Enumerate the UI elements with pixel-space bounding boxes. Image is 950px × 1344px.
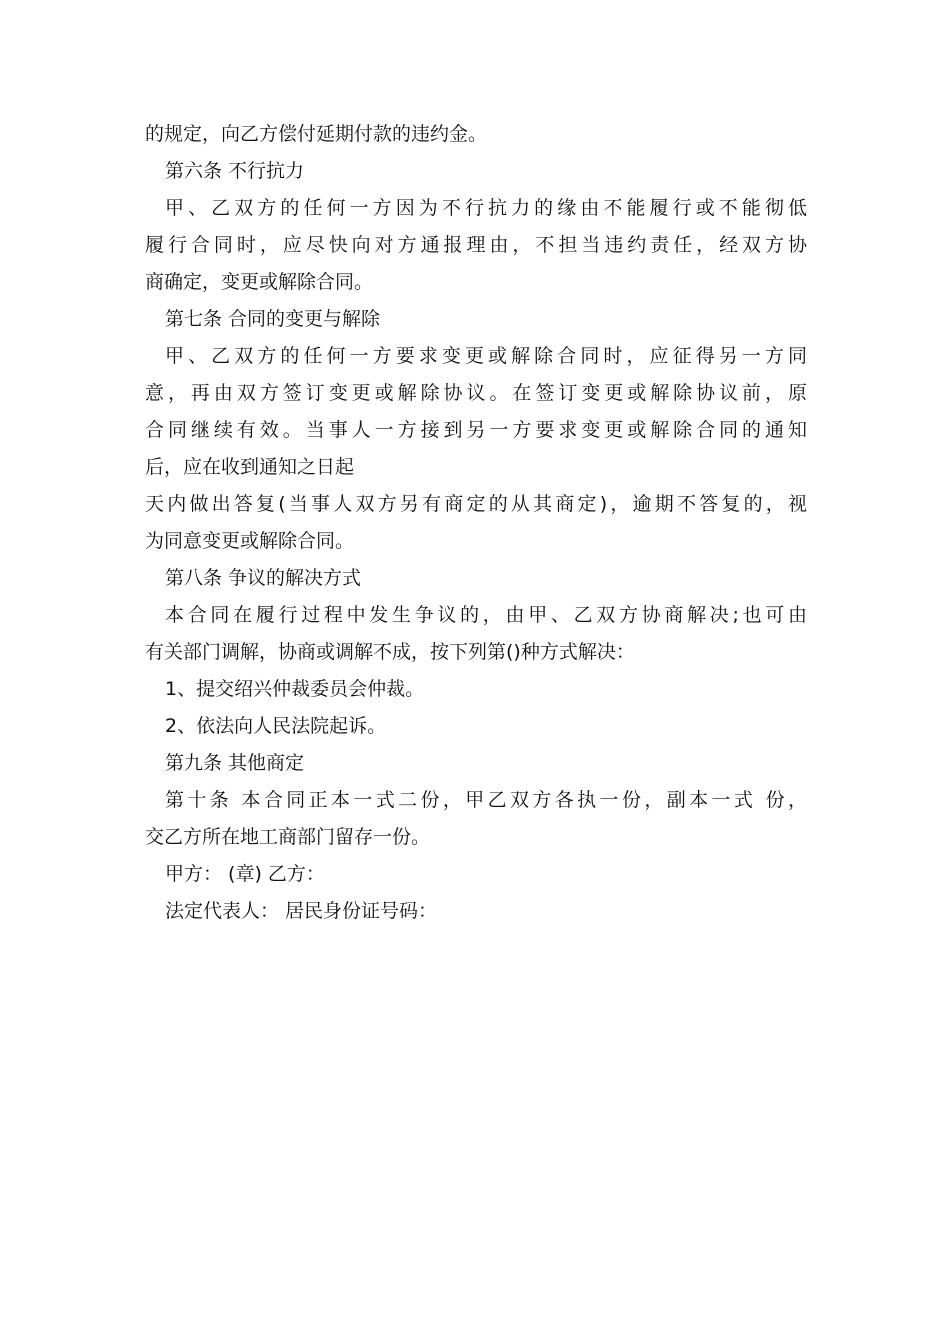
- text-line: 合同继续有效。当事人一方接到另一方要求变更或解除合同的通知: [145, 419, 807, 441]
- text-line: 天内做出答复(当事人双方另有商定的从其商定)，逾期不答复的，视: [145, 493, 807, 515]
- list-item: 2、依法向人民法院起诉。: [165, 715, 387, 737]
- list-item: 1、提交绍兴仲裁委员会仲裁。: [165, 678, 425, 700]
- text-line: 履行合同时，应尽快向对方通报理由，不担当违约责任，经双方协: [145, 234, 807, 256]
- signature-line: 法定代表人： 居民身份证号码：: [165, 900, 438, 922]
- article-heading: 第六条 不行抗力: [165, 160, 305, 182]
- text-line: 的规定，向乙方偿付延期付款的违约金。: [145, 123, 488, 145]
- text-line: 有关部门调解，协商或调解不成，按下列第()种方式解决：: [145, 641, 635, 663]
- article-heading: 第九条 其他商定: [165, 752, 305, 774]
- text-line: 为同意变更或解除合同。: [145, 530, 355, 552]
- contract-text: [145, 116, 807, 930]
- signature-line: 甲方： (章) 乙方：: [165, 863, 325, 885]
- text-line: 第十条 本合同正本一式二份，甲乙双方各执一份，副本一式 份，: [165, 789, 807, 811]
- text-line: 甲、乙双方的任何一方因为不行抗力的缘由不能履行或不能彻低: [165, 197, 807, 219]
- text-line: 本合同在履行过程中发生争议的，由甲、乙双方协商解决;也可由: [165, 604, 807, 626]
- text-line: 商确定，变更或解除合同。: [145, 271, 374, 293]
- article-heading: 第七条 合同的变更与解除: [165, 308, 381, 330]
- text-line: 甲、乙双方的任何一方要求变更或解除合同时，应征得另一方同: [165, 345, 807, 367]
- text-line: 意，再由双方签订变更或解除协议。在签订变更或解除协议前，原: [145, 382, 807, 404]
- text-line: 交乙方所在地工商部门留存一份。: [145, 826, 431, 848]
- text-line: 后，应在收到通知之日起: [145, 456, 355, 478]
- article-heading: 第八条 争议的解决方式: [165, 567, 362, 589]
